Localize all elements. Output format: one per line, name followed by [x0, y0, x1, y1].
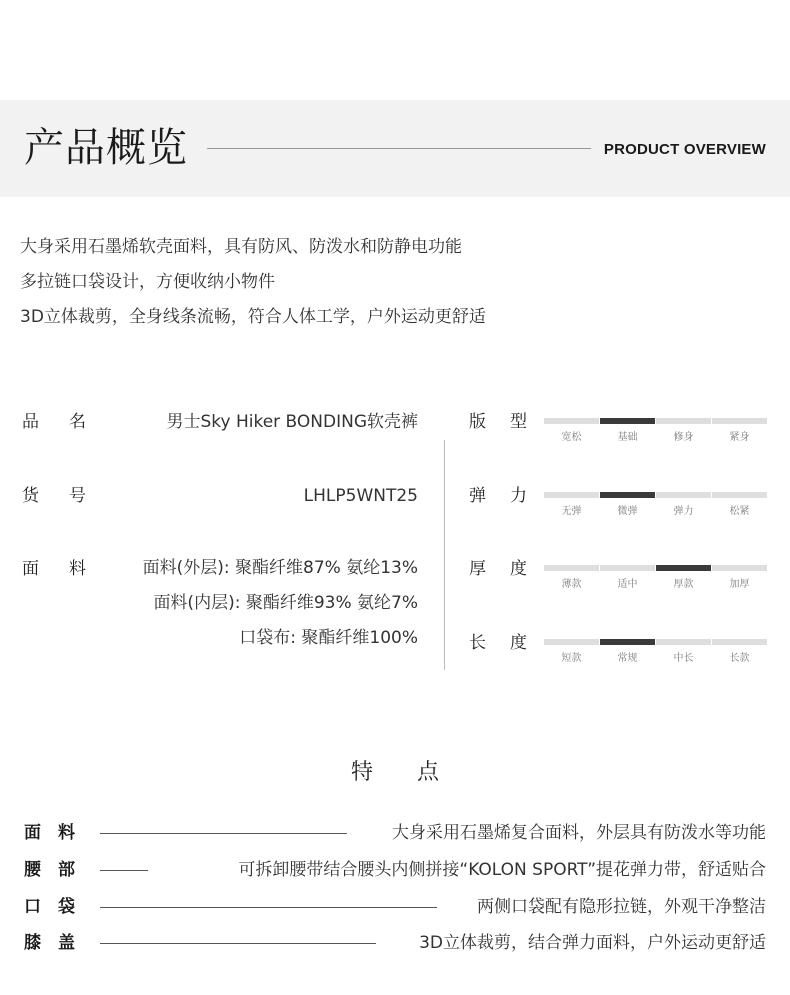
feature-row: [24, 821, 766, 845]
spec-value: LHLP5WNT25: [303, 486, 418, 506]
scale-option: [544, 418, 599, 443]
spec-label: [22, 410, 86, 434]
scale-option-label: 适中: [617, 579, 638, 590]
scale-option-label: 加厚: [729, 579, 750, 590]
feature-label-char: 料: [58, 823, 75, 843]
scale-option: [656, 418, 711, 443]
page-subtitle: PRODUCT OVERVIEW: [603, 141, 766, 158]
spec-value: 口袋布: 聚酯纤维100%: [239, 628, 418, 648]
scale-segment: [712, 639, 767, 645]
scale-segment: [712, 418, 767, 424]
feature-connector-line: [100, 943, 376, 944]
scale-option-label: 宽松: [561, 432, 582, 443]
scale-label-char: 弹: [469, 486, 486, 506]
scale-option: [712, 492, 767, 517]
page-title: 产品概览: [24, 125, 188, 171]
feature-text: 3D立体裁剪，结合弹力面料，户外运动更舒适: [419, 933, 766, 953]
spec-label-char: 品: [22, 412, 39, 432]
scale-option-label: 长款: [729, 653, 750, 664]
feature-text: 大身采用石墨烯复合面料，外层具有防泼水等功能: [392, 823, 766, 843]
scale-option-label: 基础: [617, 432, 638, 443]
feature-label: [24, 895, 75, 919]
scale-option: [600, 418, 655, 443]
scale-option-label: 微弹: [617, 506, 638, 517]
feature-label-char: 盖: [58, 933, 75, 953]
spec-value: 面料(内层): 聚酯纤维93% 氨纶7%: [153, 593, 418, 613]
scale-label-char: 厚: [469, 559, 486, 579]
spec-values: [304, 484, 418, 508]
scale-option-label: 中长: [673, 653, 694, 664]
feature-label: [24, 821, 75, 845]
scale-option: [600, 492, 655, 517]
scale-row: [469, 484, 768, 524]
scale-label: [469, 484, 527, 508]
scale-segment-active: [600, 418, 655, 424]
spec-label: [22, 484, 86, 508]
feature-label: [24, 858, 75, 882]
feature-label-char: 膝: [24, 933, 41, 953]
spec-label-char: 料: [69, 559, 86, 579]
scale-option: [712, 418, 767, 443]
features-title: 特点: [350, 760, 483, 785]
column-divider: [444, 440, 445, 670]
spec-label-char: 面: [22, 559, 39, 579]
feature-row: [24, 858, 766, 882]
scale-option-label: 松紧: [729, 506, 750, 517]
scale-option: [656, 492, 711, 517]
scale-segment: [544, 565, 599, 571]
scale-label-char: 力: [510, 486, 527, 506]
scale-option: [656, 639, 711, 664]
spec-values: [143, 551, 418, 656]
scale-segment: [712, 492, 767, 498]
feature-label: [24, 931, 75, 955]
feature-label-char: 腰: [24, 860, 41, 880]
feature-label-char: 部: [58, 860, 75, 880]
scale-option: [544, 565, 599, 590]
scale-option-label: 修身: [673, 432, 694, 443]
intro-description: [20, 230, 486, 335]
scale-segment: [656, 418, 711, 424]
scale-option-label: 紧身: [729, 432, 750, 443]
spec-value: 面料(外层): 聚酯纤维87% 氨纶13%: [142, 558, 418, 578]
scale-option-label: 常规: [617, 653, 638, 664]
scale-row: [469, 557, 768, 597]
scale-segment: [656, 492, 711, 498]
feature-row: [24, 895, 766, 919]
feature-row: [24, 931, 766, 955]
scale-label-char: 度: [510, 633, 527, 653]
scale-option-label: 弹力: [673, 506, 694, 517]
scale-option: [712, 639, 767, 664]
scale-segment: [544, 639, 599, 645]
scale-segment: [656, 639, 711, 645]
feature-connector-line: [100, 833, 347, 834]
scale-option-label: 厚款: [673, 579, 694, 590]
scale-option-label: 短款: [561, 653, 582, 664]
scale-label-char: 度: [510, 559, 527, 579]
scale-label-char: 版: [469, 412, 486, 432]
spec-values: [166, 410, 418, 434]
scale-row: [469, 410, 768, 450]
scale-segment: [544, 492, 599, 498]
spec-value: 男士Sky Hiker BONDING软壳裤: [166, 412, 418, 432]
scale-label-char: 型: [510, 412, 527, 432]
scale-option-label: 无弹: [561, 506, 582, 517]
feature-text: 两侧口袋配有隐形拉链，外观干净整洁: [477, 897, 766, 917]
feature-label-char: 面: [24, 823, 41, 843]
intro-line: 大身采用石墨烯软壳面料，具有防风、防泼水和防静电功能: [20, 237, 462, 257]
scale-segment: [600, 565, 655, 571]
feature-label-char: 口: [24, 897, 41, 917]
scale-segment: [712, 565, 767, 571]
spec-label: [22, 557, 86, 581]
scale-label: [469, 410, 527, 434]
spec-label-char: 名: [69, 412, 86, 432]
scale-option: [600, 639, 655, 664]
scale-label: [469, 557, 527, 581]
scale-option: [544, 492, 599, 517]
scale-option: [712, 565, 767, 590]
scale-segment-active: [600, 639, 655, 645]
scale-segment-active: [656, 565, 711, 571]
scale-option: [544, 639, 599, 664]
header-divider-line: [207, 148, 591, 149]
scale-label-char: 长: [469, 633, 486, 653]
scale-row: [469, 631, 768, 671]
feature-connector-line: [100, 870, 148, 871]
intro-line: 3D立体裁剪，全身线条流畅，符合人体工学，户外运动更舒适: [20, 307, 486, 327]
intro-line: 多拉链口袋设计，方便收纳小物件: [20, 272, 275, 292]
feature-text: 可拆卸腰带结合腰头内侧拼接“KOLON SPORT”提花弹力带，舒适贴合: [238, 860, 766, 880]
scale-segment: [544, 418, 599, 424]
scale-option-label: 薄款: [561, 579, 582, 590]
feature-label-char: 袋: [58, 897, 75, 917]
feature-connector-line: [100, 907, 437, 908]
scale-option: [656, 565, 711, 590]
scale-segment-active: [600, 492, 655, 498]
spec-label-char: 货: [22, 486, 39, 506]
scale-option: [600, 565, 655, 590]
spec-label-char: 号: [69, 486, 86, 506]
scale-label: [469, 631, 527, 655]
